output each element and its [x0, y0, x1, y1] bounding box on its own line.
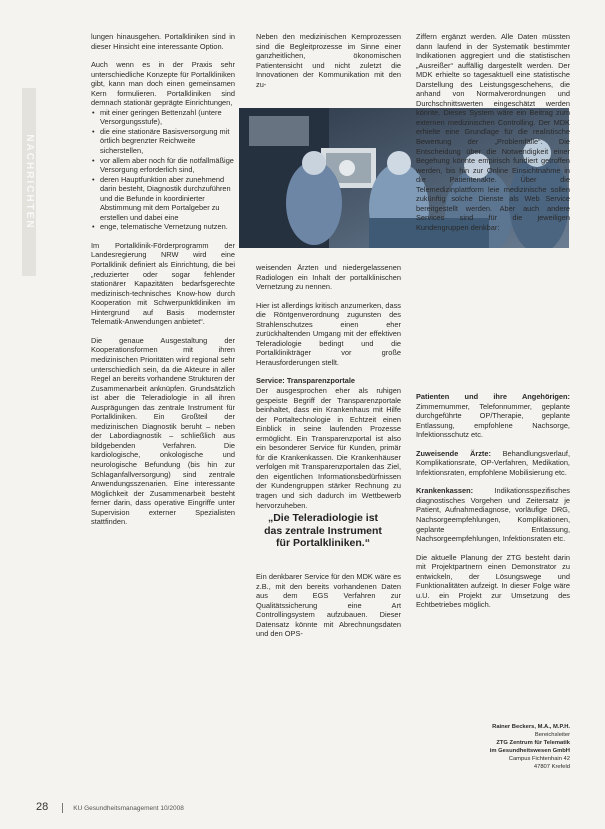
- sidebar-label: NACHRICHTEN: [24, 134, 35, 230]
- footer-divider: [62, 803, 63, 813]
- service-item: [416, 486, 570, 543]
- list-item: • deren Hauptfunktion aber zunehmend darin besteht, Diagnostik durchzuführen und die Befunde in koordinierter Abstimmung mit dem Portalgeber zu erstellen und dabei eine: [100, 175, 235, 223]
- service-text: Indikationsspezifisches diagnostisches Vorgehen und Zeitersatz je Patient, Aufnahmediagnose, vorläufige DRG, Nachsorgeempfehlungen, Komplikationen, geplante Entlassung, Nachsorgeempfehlungen, Infektionsraten etc.: [416, 486, 570, 544]
- service-item: [416, 392, 570, 440]
- column-1: [91, 32, 235, 536]
- service-heading: Zuweisende Ärzte:: [416, 448, 491, 458]
- service-heading: Patienten und ihre Angehörigen:: [416, 392, 570, 401]
- bullet-list: [91, 108, 235, 232]
- column-2-top: [256, 32, 401, 98]
- paragraph: Die genaue Ausgestaltung der Kooperationsformen mit ihren medizinischen Prioritäten wird regional sehr unterschiedlich sein, da die Akteure in aller Regel an bereits vorhandene Strukturen der Zusammenarbeit anknüpfen. Grundsätzlich ist aber die Teleradiologie in all ihren Ausprägungen das zentrale Instrument für Portalkliniken. Ein Großteil der medizinischen Diagnostik beruht – neben der Labordiagnostik – schließlich aus bildgebenden Verfahren. Die kardiologische, onkologische und neurologische Befundung (bis hin zur Schlaganfallversorgung) sind zentrale Anwendungsszenarien. Eine interessante Möglichkeit der Zusammenarbeit besteht ferner darin, dass operative Eingriffe unter Supervision externer Spezialisten stattfinden.: [91, 335, 235, 527]
- section-heading: Service: Transparenzportale: [256, 376, 355, 386]
- list-item: • enge, telematische Vernetzung nutzen.: [100, 222, 235, 232]
- page-number: 28: [36, 801, 49, 813]
- author-role: Bereichsleiter: [534, 732, 570, 738]
- paragraph: weisenden Ärzten und niedergelassenen Radiologen ein Inhalt der portalklinischen Vernetzung zu nennen.: [256, 263, 401, 292]
- column-2-middle: [256, 263, 401, 514]
- author-city: 47807 Krefeld: [533, 764, 570, 770]
- paragraph: Auch wenn es in der Praxis sehr unterschiedliche Konzepte für Portalkliniken gibt, kann man doch einen gemeinsamen Kern formulieren. Portalkliniken sind demnach stationär geprägte Einrichtungen,: [91, 60, 235, 108]
- paragraph: Der ausgesprochen eher als ruhigen gespeiste Begriff der Transparenzportale beinhaltet, dass ein Krankenhaus mit Hilfe der Portaltechnologie in Echtzeit einen Einblick in seine laufenden Prozesse ermöglicht. Ein Transparenzportal ist also ein besonderer Service für Kunden, primär für die Krankenkassen. Die Krankenhäuser verfolgen mit Transparenzportalen das Ziel, den eigentlichen Informationsbedürfnissen der Kundengruppen stärker Rechnung zu tragen und sich dadurch im Wettbewerb hervorzuheben.: [256, 386, 401, 510]
- paragraph: Neben den medizinischen Kernprozessen sind die Begleitprozesse im Sinne einer ganzheitlichen, ökonomischen Patientensicht und nicht zuletzt die Innovationen der Kommunikation mit den zu-: [256, 32, 401, 89]
- publication-name: KU Gesundheitsmanagement 10/2008: [73, 805, 184, 812]
- paragraph: Die aktuelle Planung der ZTG besteht darin mit Projektpartnern einen Demonstrator zu entwickeln, der Lösungswege und Funktionalitäten aufzeigt. In dieser Folge wäre u.U. ein Projekt zur Umsetzung des Echtbetriebes möglich.: [416, 552, 570, 610]
- column-3-bottom: [416, 392, 570, 619]
- paragraph: Im Portalklinik-Förderprogramm der Landesregierung NRW wird eine Portalklinik definiert als Einrichtung, die bei „reduzierter oder sogar fehlender stationärer Kapazitäten bedarfsgerechte medizinisch-technisches Know-how durch Kooperation mit Schwerpunktkliniken im Hintergrund auf Basis modernster Telematik-Anwendungen anbietet“.: [91, 240, 235, 327]
- paragraph: Hier ist allerdings kritisch anzumerken, dass die Röntgenverordnung zugunsten des Strahlenschutzes einen eher zurückhaltenden Umgang mit der effektiven Teleradiologie bedingt und die Portalklinikträger vor große Herausforderungen stellt.: [256, 300, 401, 367]
- page-footer: [36, 801, 184, 813]
- column-2-bottom: [256, 572, 401, 648]
- list-item: • die eine stationäre Basisversorgung mit örtlich begrenzter Reichweite sicherstellen,: [100, 127, 235, 156]
- paragraph: Ein denkbarer Service für den MDK wäre es z.B., mit den bereits vorhandenen Daten aus dem EGS Verfahren zur Qualitätssicherung eine Art Controllingsystem aufzubauen. Dieser Datensatz könnte mit Abrechnungsdaten und den OPS-: [256, 572, 401, 639]
- service-item: [416, 449, 570, 478]
- list-item: • mit einer geringen Bettenzahl (untere Versorgungsstufe),: [100, 108, 235, 127]
- service-text: Behandlungsverlauf, Komplikationsrate, OP-Verfahren, Medikation, Infektionsraten, empfohlene Mobilisierung etc.: [416, 448, 570, 477]
- author-org: ZTG Zentrum für Telematik: [496, 740, 570, 746]
- section-sidebar-tab: [22, 88, 36, 276]
- author-name: Rainer Beckers, M.A., M.P.H.: [492, 724, 570, 730]
- service-heading: Krankenkassen:: [416, 486, 474, 496]
- author-street: Campus Fichtenhain 42: [508, 756, 570, 762]
- pull-quote: „Die Teleradiologie ist das zentrale Instrument für Portalkliniken.“: [264, 512, 382, 549]
- column-3-top: [416, 32, 570, 241]
- paragraph: Ziffern ergänzt werden. Alle Daten müssten dann laufend in der Systematik bestimmter Indikationen aggregiert und die statistischen „Ausreißer“ auffällig dargestellt werden. Der MDK erhielte so tagesaktuell eine statistische Darstellung des Leistungsgeschehens, die anhand von Normalverordnungen und Durchschnittswerten eingeschätzt werden könnte. Dieses System wäre ein Beitrag zum externen medizinischen Controlling. Der MDK erhielte eine Grundlage für die realistische Bewertung der „Problemfälle“. Die Entscheidung über die Notwendigkeit einer Begehung könnte empirisch fundiert getroffen werden, bis hin zur Online Einsichtnahme in die Patientenakte. Über die Telemedizinplattform leie medizinische sollen zukünftig solche Dienste als Web Service bereitgestellt werden. Aber auch andere Services sind für die jeweiligen Kundengruppen denkbar:: [416, 32, 570, 232]
- list-item: • vor allem aber noch für die notfallmäßige Versorgung erforderlich sind,: [100, 156, 235, 175]
- author-org-2: im Gesundheitswesen GmbH: [489, 748, 570, 754]
- paragraph: lungen hinausgehen. Portalkliniken sind in dieser Hinsicht eine interessante Option.: [91, 32, 235, 51]
- author-signature: [420, 723, 570, 771]
- service-text: Zimmernummer, Telefonnummer, geplante durchgeführte OP/Therapie, geplante Entlassung, empfohlene Nachsorge, Infektionsschutz etc.: [416, 401, 570, 440]
